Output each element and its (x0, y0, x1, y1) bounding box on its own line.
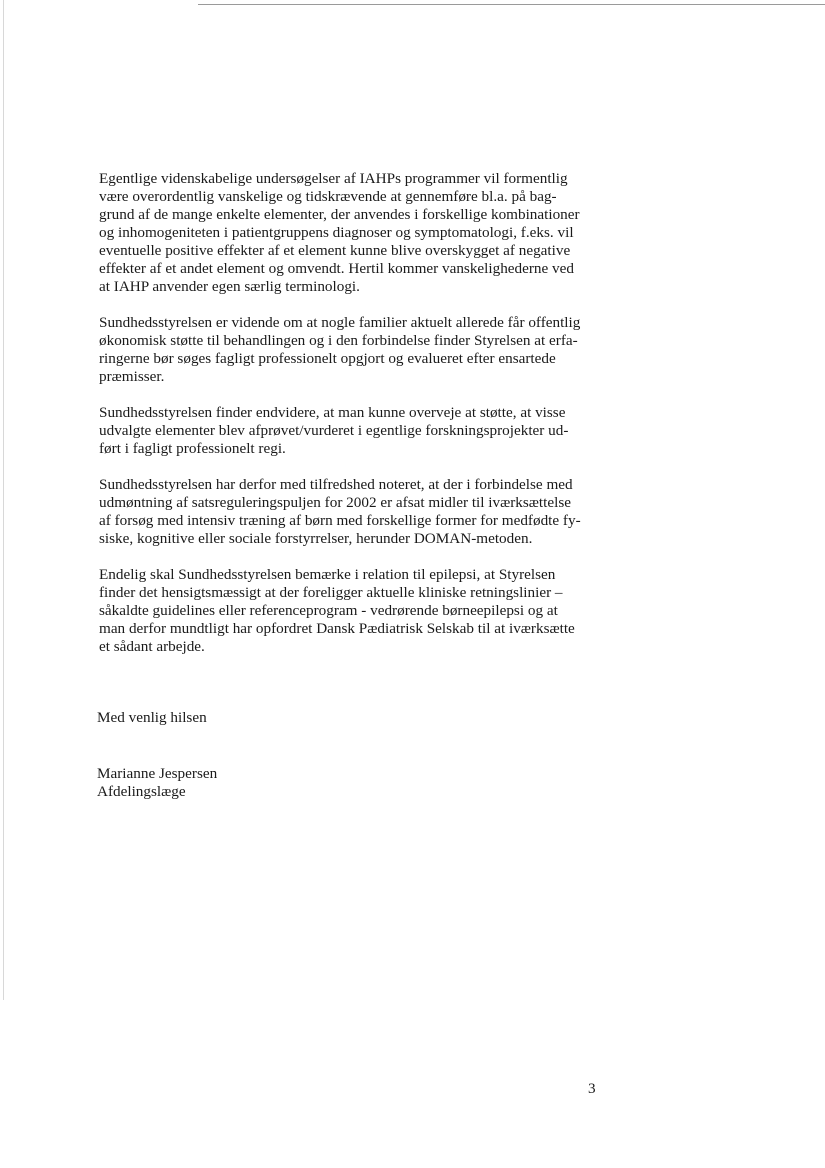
text-line: udmøntning af satsreguleringspuljen for 2002 er afsat midler til iværksættelse (99, 494, 571, 511)
text-line: Sundhedsstyrelsen har derfor med tilfredshed noteret, at der i forbindelse med (99, 476, 573, 493)
text-line: udvalgte elementer blev afprøvet/vurderet i egentlige forskningsprojekter ud- (99, 422, 569, 439)
signatory-title: Afdelingslæge (97, 783, 186, 800)
paragraph-funding (99, 476, 609, 548)
text-line: man derfor mundtligt har opfordret Dansk Pædiatrisk Selskab til at iværksætte (99, 620, 575, 637)
text-line: at IAHP anvender egen særlig terminologi. (99, 278, 360, 295)
text-line: et sådant arbejde. (99, 638, 205, 655)
text-line: effekter af et andet element og omvendt. Hertil kommer vanskelighederne ved (99, 260, 574, 277)
text-line: præmisser. (99, 368, 165, 385)
page-number: 3 (588, 1080, 596, 1097)
paragraph-iahp-research (99, 170, 609, 296)
paragraph-public-support (99, 314, 609, 386)
text-line: siske, kognitive eller sociale forstyrrelser, herunder DOMAN-metoden. (99, 530, 533, 547)
text-line: økonomisk støtte til behandlingen og i den forbindelse finder Styrelsen at erfa- (99, 332, 578, 349)
paragraph-epilepsy (99, 566, 609, 656)
closing-greeting: Med venlig hilsen (97, 709, 207, 726)
signatory-name: Marianne Jespersen (97, 765, 218, 782)
text-line: Egentlige videnskabelige undersøgelser af IAHPs programmer vil formentlig (99, 170, 568, 187)
text-line: Endelig skal Sundhedsstyrelsen bemærke i relation til epilepsi, at Styrelsen (99, 566, 556, 583)
text-line: ringerne bør søges fagligt professionelt opgjort og evalueret efter ensartede (99, 350, 556, 367)
scan-left-edge (3, 0, 4, 1000)
text-line: Sundhedsstyrelsen er vidende om at nogle familier aktuelt allerede får offentlig (99, 314, 581, 331)
text-line: Sundhedsstyrelsen finder endvidere, at man kunne overveje at støtte, at visse (99, 404, 566, 421)
text-line: og inhomogeniteten i patientgruppens diagnoser og symptomatologi, f.eks. vil (99, 224, 574, 241)
signature-block (97, 765, 217, 801)
text-line: eventuelle positive effekter af et element kunne blive overskygget af negative (99, 242, 571, 259)
text-line: ført i fagligt professionelt regi. (99, 440, 286, 457)
scan-top-rule (198, 4, 825, 5)
paragraph-research-projects (99, 404, 609, 458)
text-line: grund af de mange enkelte elementer, der anvendes i forskellige kombinationer (99, 206, 580, 223)
text-line: af forsøg med intensiv træning af børn med forskellige former for medfødte fy- (99, 512, 581, 529)
letter-body (99, 170, 609, 674)
text-line: såkaldte guidelines eller referenceprogram - vedrørende børneepilepsi og at (99, 602, 558, 619)
text-line: være overordentlig vanskelige og tidskrævende at gennemføre bl.a. på bag- (99, 188, 557, 205)
text-line: finder det hensigtsmæssigt at der foreligger aktuelle kliniske retningslinier – (99, 584, 563, 601)
